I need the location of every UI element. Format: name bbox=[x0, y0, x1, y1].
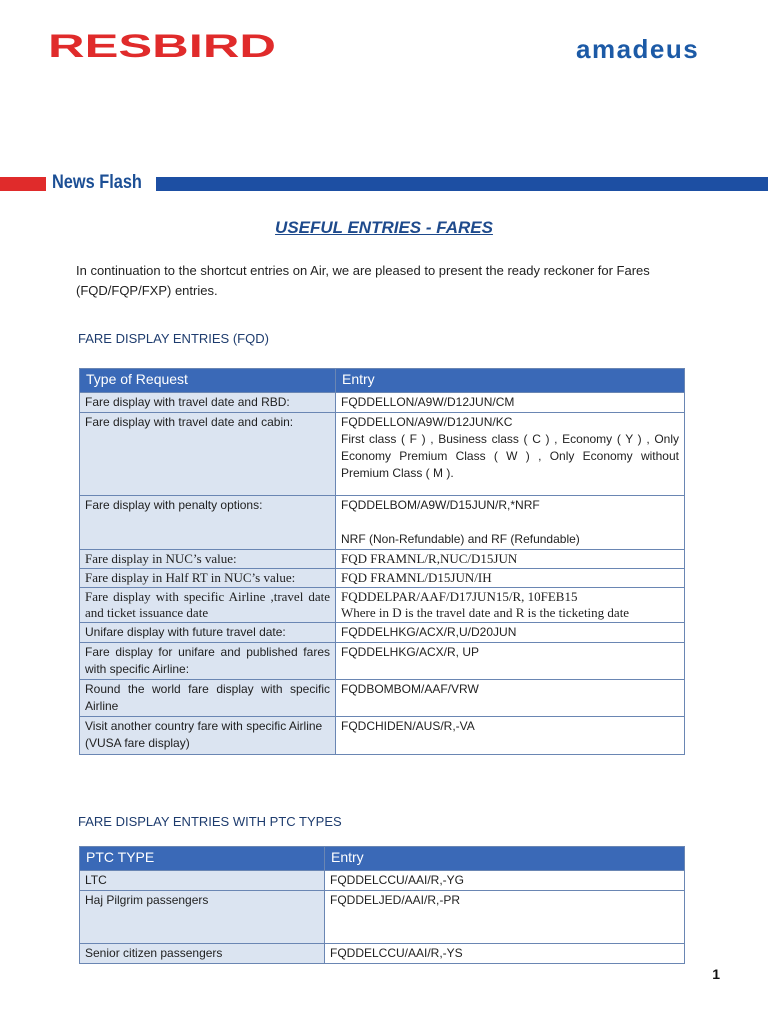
entry-cell: FQD FRAMNL/D15JUN/IH bbox=[336, 569, 685, 588]
banner-blue-bar bbox=[156, 177, 768, 191]
request-cell: Fare display with travel date and RBD: bbox=[80, 393, 336, 413]
request-cell: Fare display with specific Airline ,travel date and ticket issuance date bbox=[80, 588, 336, 623]
column-header-ptc-type: PTC TYPE bbox=[80, 847, 325, 871]
entry-cell: FQDDELCCU/AAI/R,-YG bbox=[325, 871, 685, 891]
table-row bbox=[80, 891, 685, 944]
table-row bbox=[80, 413, 685, 496]
resbird-logo bbox=[48, 30, 278, 64]
entry-cell: FQDDELLON/A9W/D12JUN/CM bbox=[336, 393, 685, 413]
entry-command: FQDDELBOM/A9W/D15JUN/R,*NRF bbox=[341, 498, 540, 512]
table-row bbox=[80, 393, 685, 413]
table-row bbox=[80, 550, 685, 569]
entry-note: NRF (Non-Refundable) and RF (Refundable) bbox=[341, 532, 580, 546]
request-cell: Fare display in NUC’s value: bbox=[80, 550, 336, 569]
page-title: USEFUL ENTRIES - FARES bbox=[275, 218, 493, 237]
banner-red-bar bbox=[0, 177, 46, 191]
entry-cell bbox=[336, 496, 685, 550]
banner-title: News Flash bbox=[52, 172, 142, 193]
table-header-row bbox=[80, 369, 685, 393]
ptc-type-cell: Senior citizen passengers bbox=[80, 944, 325, 964]
table-row bbox=[80, 588, 685, 623]
column-header-entry: Entry bbox=[325, 847, 685, 871]
table-row bbox=[80, 944, 685, 964]
request-cell: Visit another country fare with specific Airline (VUSA fare display) bbox=[80, 717, 336, 755]
column-header-entry: Entry bbox=[336, 369, 685, 393]
entry-cell: FQDDELJED/AAI/R,-PR bbox=[325, 891, 685, 944]
request-cell: Fare display with travel date and cabin: bbox=[80, 413, 336, 496]
request-cell: Unifare display with future travel date: bbox=[80, 623, 336, 643]
entry-cell bbox=[336, 413, 685, 496]
table-row bbox=[80, 871, 685, 891]
table-header-row bbox=[80, 847, 685, 871]
table-row bbox=[80, 569, 685, 588]
entry-command: FQDDELPAR/AAF/D17JUN15/R, 10FEB15 bbox=[341, 589, 578, 604]
entry-note: Where in D is the travel date and R is the ticketing date bbox=[341, 605, 630, 620]
entry-cell: FQDCHIDEN/AUS/R,-VA bbox=[336, 717, 685, 755]
entry-cell: FQDDELCCU/AAI/R,-YS bbox=[325, 944, 685, 964]
ptc-type-cell: Haj Pilgrim passengers bbox=[80, 891, 325, 944]
news-flash-banner bbox=[0, 172, 768, 196]
table-row bbox=[80, 717, 685, 755]
entry-cell: FQD FRAMNL/R,NUC/D15JUN bbox=[336, 550, 685, 569]
page-number: 1 bbox=[712, 966, 720, 982]
table-row bbox=[80, 496, 685, 550]
intro-paragraph: In continuation to the shortcut entries on Air, we are pleased to present the ready reckoner for Fares (FQD/FQP/FXP) entries. bbox=[76, 263, 650, 298]
amadeus-logo: amadeus bbox=[576, 34, 700, 64]
fare-display-table bbox=[79, 368, 685, 755]
entry-command: FQDDELLON/A9W/D12JUN/KC bbox=[341, 415, 513, 429]
ptc-table bbox=[79, 846, 685, 964]
request-cell: Fare display in Half RT in NUC’s value: bbox=[80, 569, 336, 588]
entry-cell: FQDDELHKG/ACX/R, UP bbox=[336, 643, 685, 680]
entry-cell: FQDDELHKG/ACX/R,U/D20JUN bbox=[336, 623, 685, 643]
table-row bbox=[80, 680, 685, 717]
table-row bbox=[80, 623, 685, 643]
request-cell: Fare display for unifare and published fares with specific Airline: bbox=[80, 643, 336, 680]
ptc-type-cell: LTC bbox=[80, 871, 325, 891]
resbird-logo-text: RESBIRD bbox=[48, 30, 276, 64]
request-cell: Round the world fare display with specific Airline bbox=[80, 680, 336, 717]
entry-spacer bbox=[341, 514, 679, 531]
column-header-type: Type of Request bbox=[80, 369, 336, 393]
entry-note: First class ( F ) , Business class ( C ) , Economy ( Y ) , Only Economy Premium Class ( W ) , Only Economy without Premium Class ( M ). bbox=[341, 432, 679, 480]
section-heading-fqd: FARE DISPLAY ENTRIES (FQD) bbox=[78, 331, 269, 346]
section-heading-ptc: FARE DISPLAY ENTRIES WITH PTC TYPES bbox=[78, 814, 342, 829]
table-row bbox=[80, 643, 685, 680]
entry-cell bbox=[336, 588, 685, 623]
entry-cell: FQDBOMBOM/AAF/VRW bbox=[336, 680, 685, 717]
request-cell: Fare display with penalty options: bbox=[80, 496, 336, 550]
